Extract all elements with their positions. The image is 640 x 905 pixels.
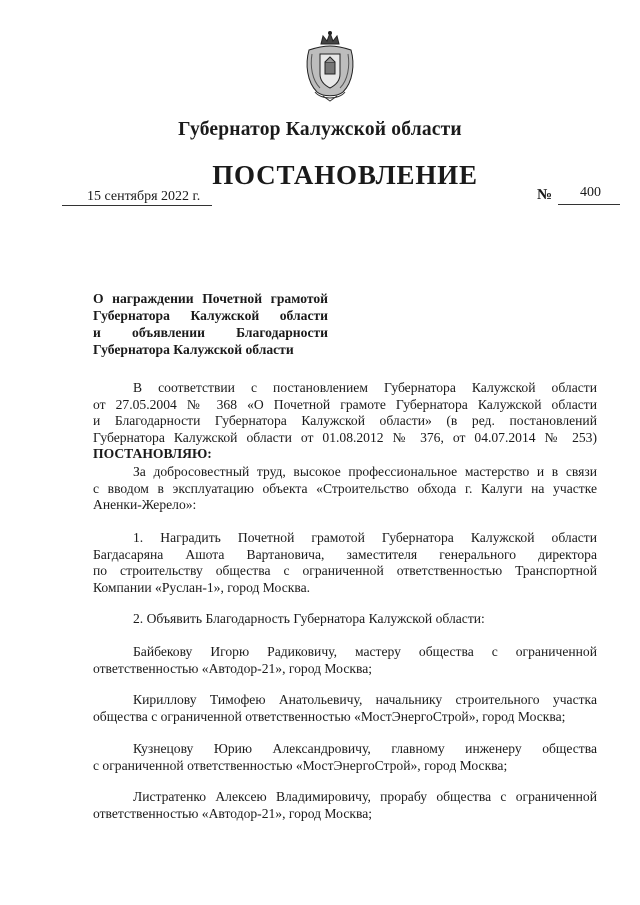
recipient-entry: [93, 741, 597, 774]
document-type-heading: ПОСТАНОВЛЕНИЕ: [212, 160, 478, 190]
reason-line: За добросовестный труд, высокое профессиональное мастерство и в связи: [133, 464, 597, 479]
coat-of-arms-emblem: [303, 30, 357, 102]
recipient-line: ответственностью «Автодор-21», город Москва;: [93, 805, 373, 821]
preamble-line: от 27.05.2004 № 368 «О Почетной грамоте Губернатора Калужской области: [93, 396, 597, 412]
subject-line: Губернатора Калужской области: [93, 342, 294, 357]
subject-line: Губернатора Калужской области: [93, 308, 328, 323]
recipient-line: Листратенко Алексею Владимировичу, прорабу общества с ограниченной: [133, 789, 597, 804]
reason-paragraph: [93, 464, 597, 514]
preamble-line: Губернатора Калужской области от 01.08.2012 № 376, от 04.07.2014 № 253): [93, 429, 597, 445]
recipient-entry: [93, 644, 597, 677]
recipient-entry: [93, 692, 597, 725]
gratitude-heading: 2. Объявить Благодарность Губернатора Калужской области:: [133, 611, 485, 626]
award-line: 1. Наградить Почетной грамотой Губернатора Калужской области: [133, 530, 597, 545]
award-line: Компании «Руслан-1», город Москва.: [93, 579, 311, 595]
recipient-line: Кузнецову Юрию Александровичу, главному инженеру общества: [133, 741, 597, 756]
document-date: 15 сентября 2022 г.: [87, 189, 201, 204]
recipient-line: Кириллову Тимофею Анатольевичу, начальнику строительного участка: [133, 692, 597, 707]
award-item-1: [93, 530, 597, 596]
recipient-line: с ограниченной ответственностью «МостЭнергоСтрой», город Москва;: [93, 757, 508, 773]
document-subject: [93, 290, 328, 358]
preamble-line: В соответствии с постановлением Губернатора Калужской области: [133, 380, 597, 395]
recipient-line: ответственностью «Автодор-21», город Москва;: [93, 660, 373, 676]
decree-word: ПОСТАНОВЛЯЮ:: [93, 446, 212, 461]
preamble-paragraph: [93, 380, 597, 463]
reason-line: с вводом в эксплуатацию объекта «Строительство обхода г. Калуги на участке: [93, 480, 597, 496]
subject-line: и объявлении Благодарности: [93, 325, 328, 340]
number-label: №: [537, 187, 553, 203]
reason-line: Аненки-Жерело»:: [93, 497, 197, 512]
preamble-line: и Благодарности Губернатора Калужской области» (в ред. постановлений: [93, 413, 597, 428]
subject-line: О награждении Почетной грамотой: [93, 291, 328, 306]
document-number: 400: [580, 185, 601, 200]
award-line: Багдасаряна Ашота Вартановича, заместителя генерального директора: [93, 546, 597, 562]
authority-title: Губернатор Калужской области: [178, 119, 462, 140]
recipient-entry: [93, 789, 597, 822]
recipient-line: Байбекову Игорю Радиковичу, мастеру общества с ограниченной: [133, 644, 597, 659]
award-line: по строительству общества с ограниченной ответственностью Транспортной: [93, 563, 597, 578]
award-item-2: [93, 611, 597, 628]
recipient-line: общества с ограниченной ответственностью «МостЭнергоСтрой», город Москва;: [93, 708, 566, 724]
